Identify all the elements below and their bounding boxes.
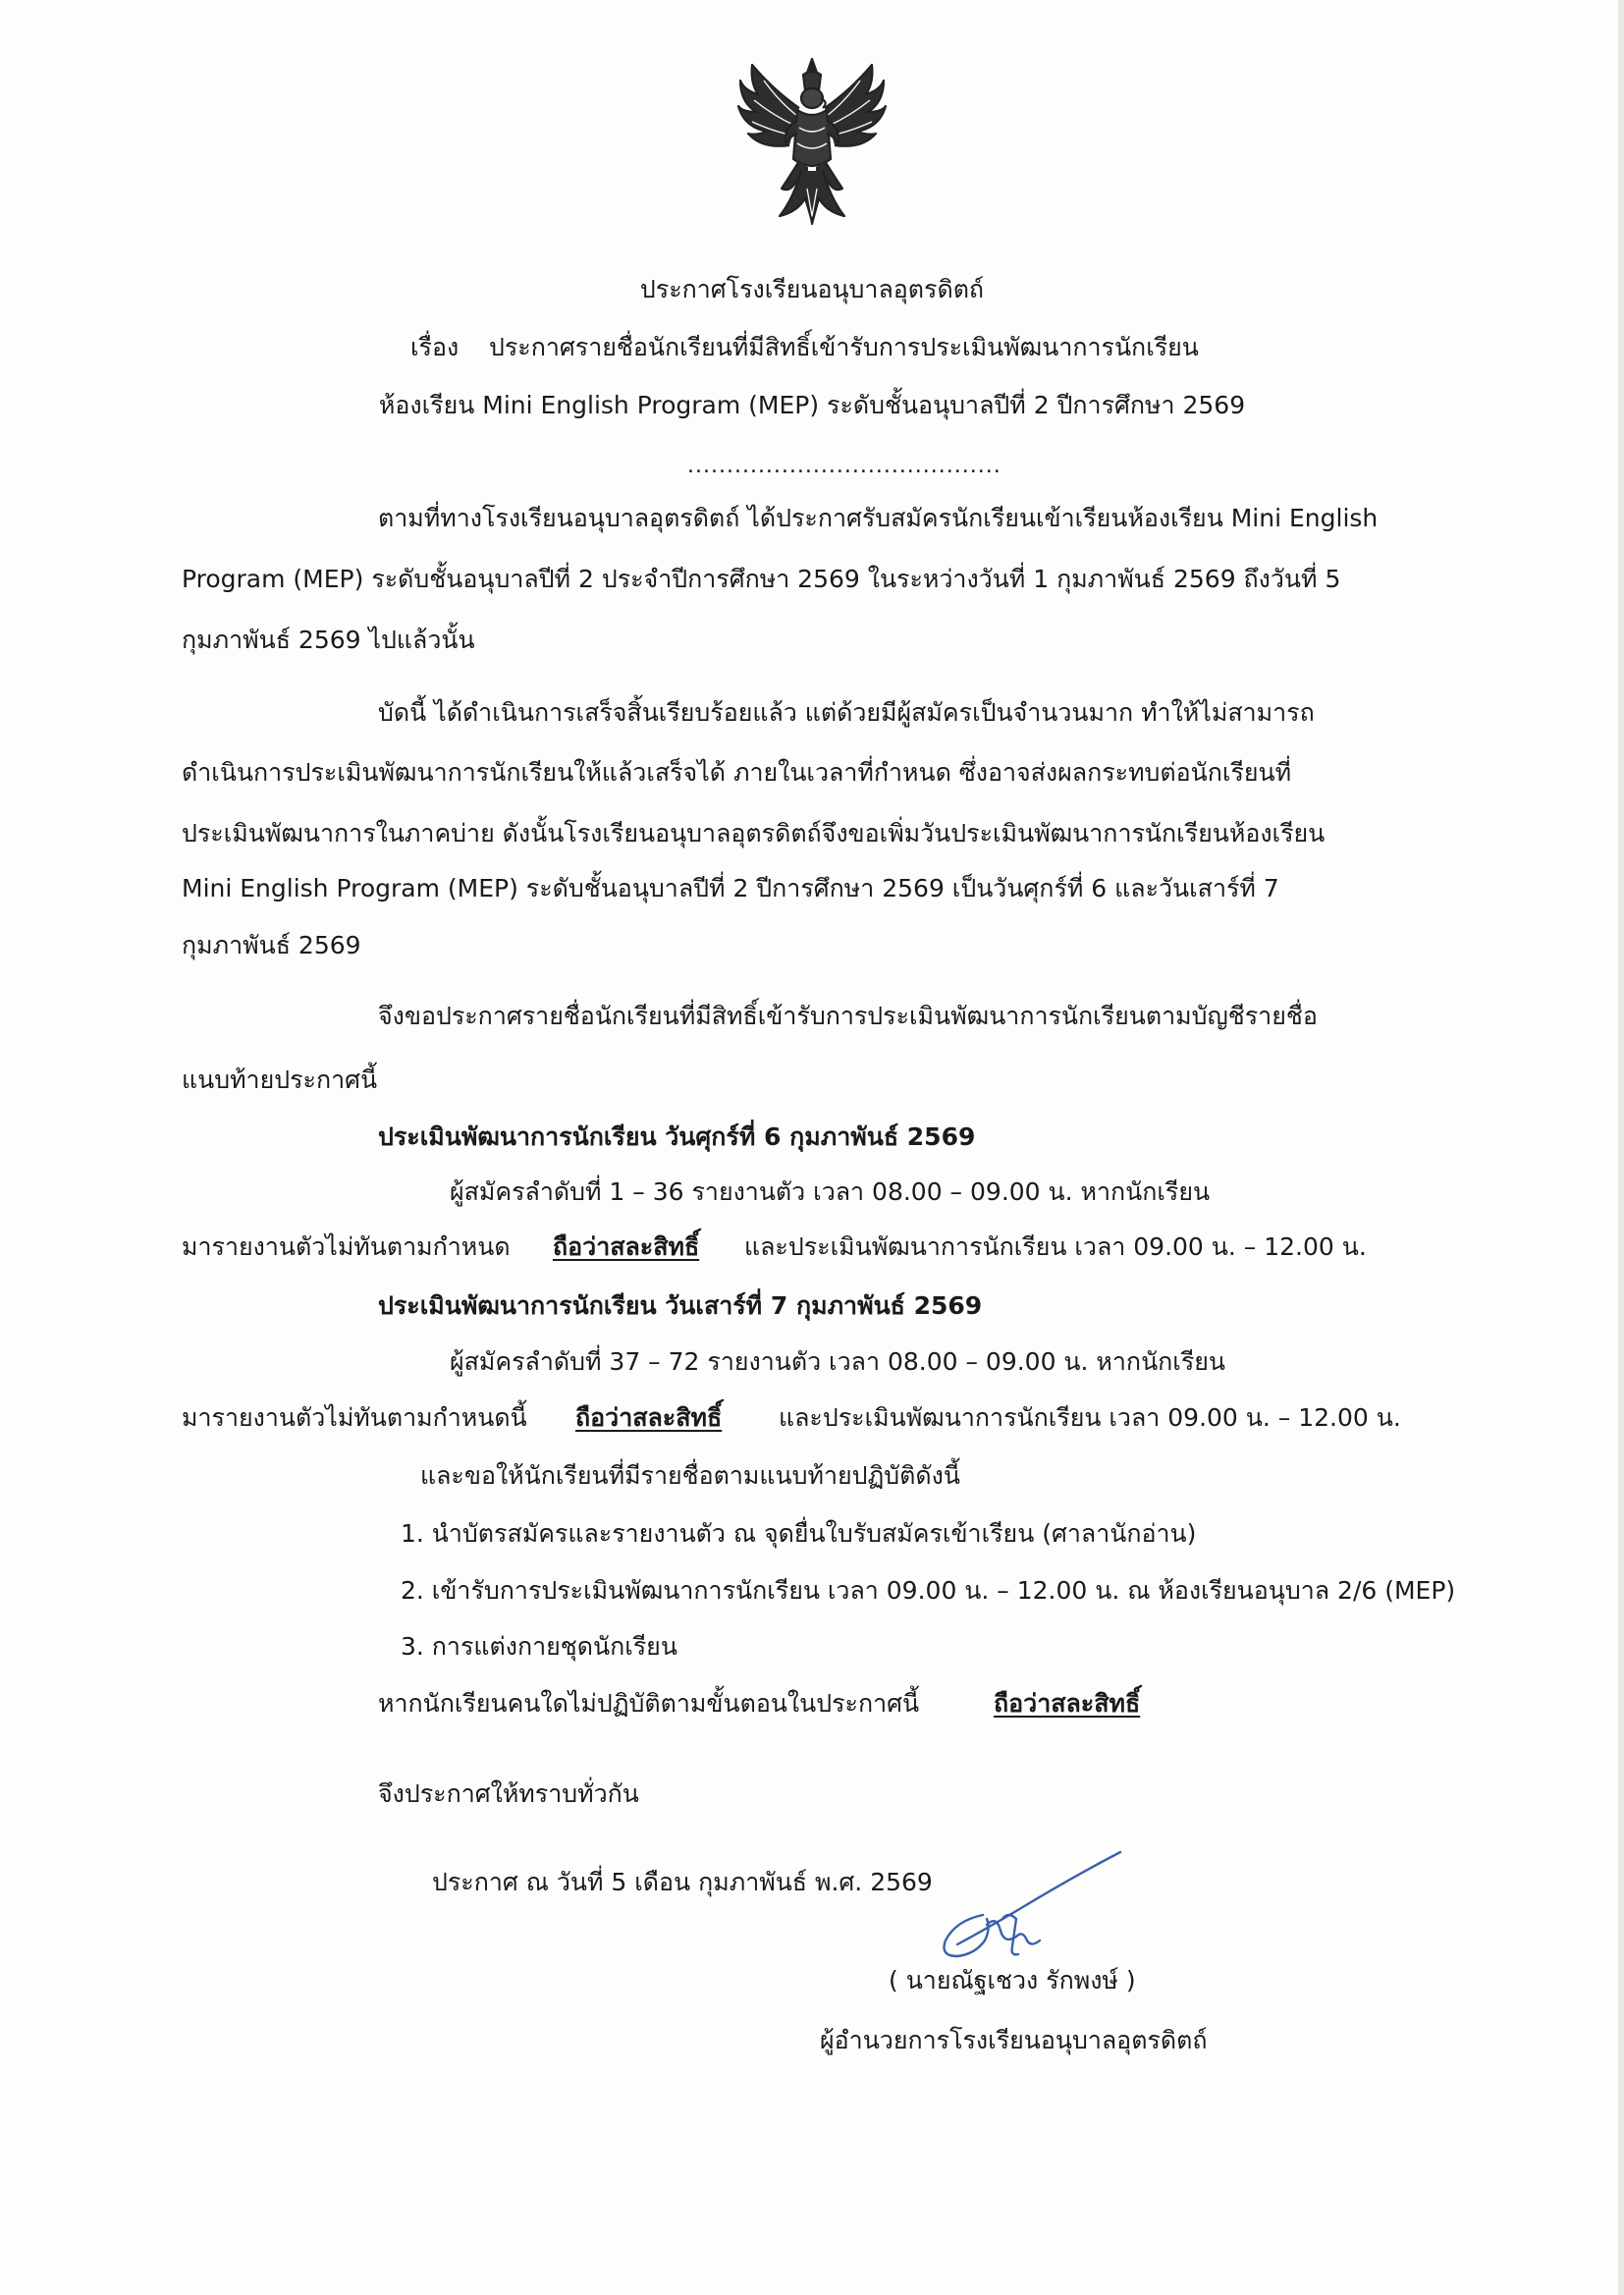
paragraph-2-line-4: Mini English Program (MEP) ระดับชั้นอนุบาลปีที่ 2 ปีการศึกษา 2569 เป็นวันศุกร์ที่ 6 และวันเสาร์ที่ 7: [182, 874, 1279, 902]
day1-line-1: ผู้สมัครลำดับที่ 1 – 36 รายงานตัว เวลา 08.00 – 09.00 น. หากนักเรียน: [450, 1177, 1211, 1206]
subject-label: เรื่อง: [410, 333, 460, 361]
warning-line: หากนักเรียนคนใดไม่ปฏิบัติตามขั้นตอนในประกาศนี้: [378, 1689, 920, 1718]
paragraph-2-line-2: ดำเนินการประเมินพัฒนาการนักเรียนให้แล้วเสร็จได้ ภายในเวลาที่กำหนด ซึ่งอาจส่งผลกระทบต่อนักเรียนที่: [182, 758, 1292, 787]
instruction-item-1: 1. นำบัตรสมัครและรายงานตัว ณ จุดยื่นใบรับสมัครเข้าเรียน (ศาลานักอ่าน): [401, 1519, 1197, 1548]
paragraph-3-line-1: จึงขอประกาศรายชื่อนักเรียนที่มีสิทธิ์เข้ารับการประเมินพัฒนาการนักเรียนตามบัญชีรายชื่อ: [378, 1002, 1318, 1030]
paragraph-1-line-2: Program (MEP) ระดับชั้นอนุบาลปีที่ 2 ประจำปีการศึกษา 2569 ในระหว่างวันที่ 1 กุมภาพันธ์ 2569 ถึงวันที่ 5: [182, 565, 1341, 593]
instruction-item-2: 2. เข้ารับการประเมินพัฒนาการนักเรียน เวลา 09.00 น. – 12.00 น. ณ ห้องเรียนอนุบาล 2/6 (MEP): [401, 1576, 1456, 1605]
closing-announcement: จึงประกาศให้ทราบทั่วกัน: [378, 1779, 639, 1808]
day2-heading: ประเมินพัฒนาการนักเรียน วันเสาร์ที่ 7 กุมภาพันธ์ 2569: [378, 1291, 983, 1320]
header-divider: ........................................: [687, 454, 1001, 478]
paragraph-2-line-1: บัดนี้ ได้ดำเนินการเสร็จสิ้นเรียบร้อยแล้ว แต่ด้วยมีผู้สมัครเป็นจำนวนมาก ทำให้ไม่สามารถ: [378, 698, 1315, 727]
instructions-intro: และขอให้นักเรียนที่มีรายชื่อตามแนบท้ายปฏิบัติดังนี้: [420, 1461, 960, 1490]
paragraph-2-line-5: กุมภาพันธ์ 2569: [182, 931, 361, 959]
subject-line-2: ห้องเรียน Mini English Program (MEP) ระดับชั้นอนุบาลปีที่ 2 ปีการศึกษา 2569: [378, 391, 1246, 419]
warning-forfeit-notice: ถือว่าสละสิทธิ์: [994, 1689, 1141, 1718]
paragraph-3-line-2: แนบท้ายประกาศนี้: [182, 1066, 378, 1094]
announcement-date: ประกาศ ณ วันที่ 5 เดือน กุมภาพันธ์ พ.ศ. 2569: [432, 1868, 933, 1896]
day2-line-2-end: และประเมินพัฒนาการนักเรียน เวลา 09.00 น. – 12.00 น.: [779, 1403, 1401, 1432]
subject-text: ประกาศรายชื่อนักเรียนที่มีสิทธิ์เข้ารับการประเมินพัฒนาการนักเรียน: [489, 333, 1199, 361]
day2-line-2-start: มารายงานตัวไม่ทันตามกำหนดนี้: [182, 1403, 527, 1432]
paragraph-2-line-3: ประเมินพัฒนาการในภาคบ่าย ดังนั้นโรงเรียนอนุบาลอุตรดิตถ์จึงขอเพิ่มวันประเมินพัฒนาการนักเรียนห้องเรียน: [182, 819, 1326, 847]
paragraph-1-line-3: กุมภาพันธ์ 2569 ไปแล้วนั้น: [182, 626, 475, 654]
signer-title: ผู้อำนวยการโรงเรียนอนุบาลอุตรดิตถ์: [820, 2026, 1208, 2054]
day1-forfeit-notice: ถือว่าสละสิทธิ์: [553, 1232, 700, 1261]
garuda-emblem-icon: [734, 51, 890, 228]
day2-forfeit-notice: ถือว่าสละสิทธิ์: [575, 1403, 723, 1432]
day1-heading: ประเมินพัฒนาการนักเรียน วันศุกร์ที่ 6 กุมภาพันธ์ 2569: [378, 1122, 976, 1151]
scan-edge: [1618, 0, 1624, 2295]
paragraph-1-line-1: ตามที่ทางโรงเรียนอนุบาลอุตรดิตถ์ ได้ประกาศรับสมัครนักเรียนเข้าเรียนห้องเรียน Mini English: [378, 504, 1379, 532]
signer-name: ( นายณัฐเชวง รักพงษ์ ): [889, 1966, 1136, 1994]
day1-line-2-start: มารายงานตัวไม่ทันตามกำหนด: [182, 1232, 511, 1261]
announcement-title: ประกาศโรงเรียนอนุบาลอุตรดิตถ์: [639, 275, 985, 303]
day1-line-2-end: และประเมินพัฒนาการนักเรียน เวลา 09.00 น. – 12.00 น.: [744, 1232, 1367, 1261]
day2-line-1: ผู้สมัครลำดับที่ 37 – 72 รายงานตัว เวลา 08.00 – 09.00 น. หากนักเรียน: [450, 1347, 1226, 1376]
instruction-item-3: 3. การแต่งกายชุดนักเรียน: [401, 1632, 677, 1661]
